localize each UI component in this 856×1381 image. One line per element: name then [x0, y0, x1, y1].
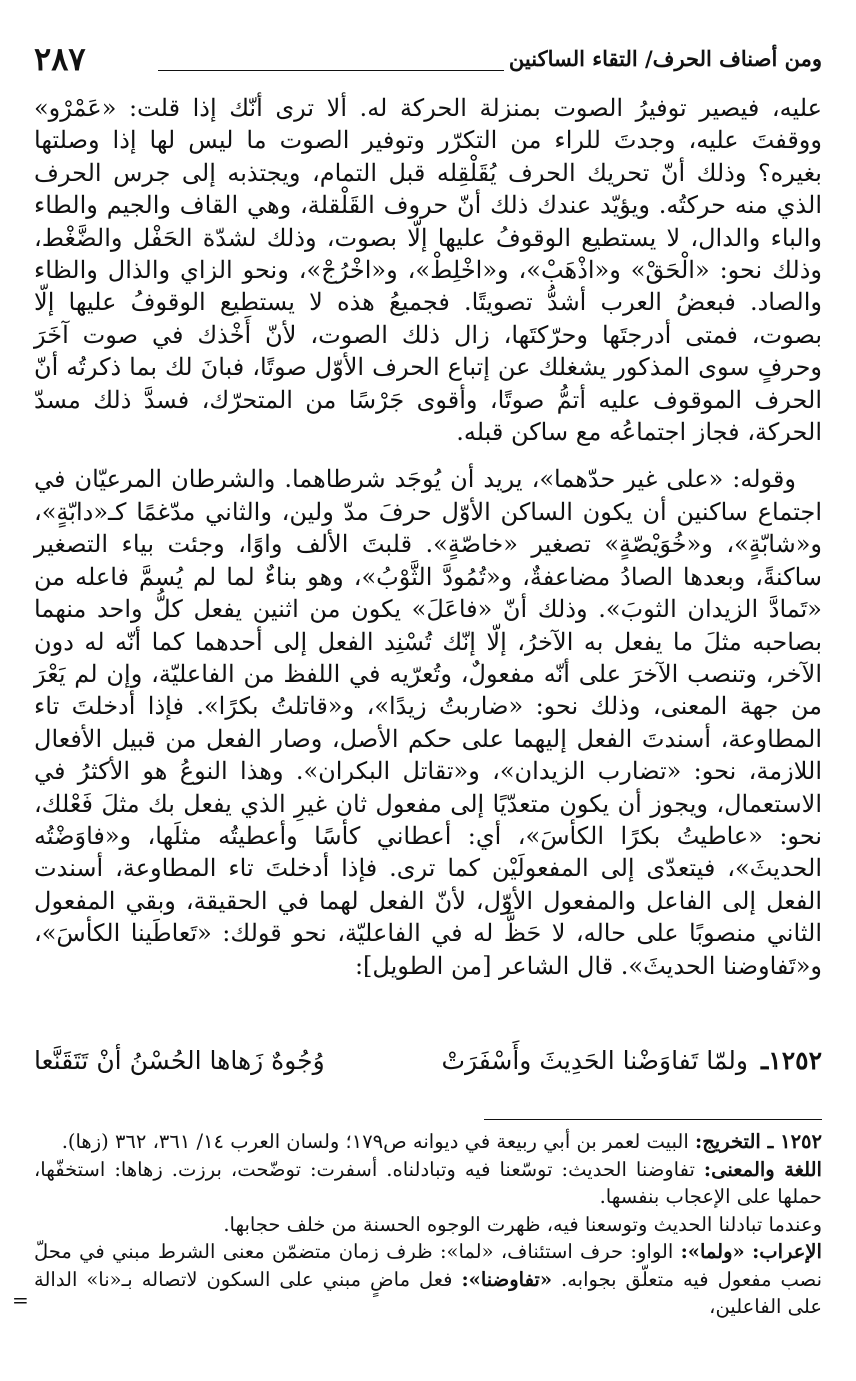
verse-number: ١٢٥٢ـ — [760, 1046, 822, 1075]
irab-lead-2: «تفاوضنا»: — [461, 1267, 553, 1291]
verse-second-hemistich: وُجُوهٌ زَهاها الحُسْنُ أنْ تَتَقَنَّعا — [34, 1046, 325, 1075]
irab-lead-1: «ولما»: — [680, 1240, 745, 1263]
footnotes — [12, 1128, 822, 1321]
lugha-label: اللغة والمعنى: — [703, 1157, 822, 1181]
header-rule — [158, 70, 504, 71]
footnote-meaning: وعندما تبادلنا الحديث وتوسعنا فيه، ظهرت الوجوه الحسنة من خلف حجابها. — [223, 1212, 822, 1236]
poetry-verse — [34, 1046, 822, 1086]
paragraph-2: وقوله: «على غير حدّهما»، يريد أن يُوجَد شرطاهما. والشرطان المرعيّان في اجتماع ساكنين أن يكون الساكن الأوّل حرفَ مدّ ولين، والثاني مدّغمًا كـ«دابّةٍ»، و«شابّةٍ»، و«خُوَيْصّةٍ» تصغير «خاصّةٍ». قلبتَ الألف واوًا، وجئت بياء التصغير ساكنةً، وبعدها الصادُ مضاعفةٌ، و«تُمُودَّ الثَّوْبُ»، وهو بناءٌ لما لم يُسمَّ فاعله من «تَمادَّ الزيدان الثوبَ». وذلك أنّ «فاعَلَ» يكون من اثنين يفعل كلُّ واحد منهما بصاحبه مثلَ ما يفعل به الآخرُ، إلّا إنّك تُسْنِد الفعل إلى أحدهما كما أنّه له دون الآخر، وتنصب الآخرَ على أنّه مفعولٌ، وتُعرّيه في اللفظ من الفاعليّة، وإن لم يَعْرَ من جهة المعنى، وذلك نحو: «ضاربتُ زيدًا»، و«قاتلتُ بكرًا». فإذا أدخلتَ تاء المطاوعة، أسندتَ الفعل إليهما على حكم الأصل، وصار الفعل من قبيل الأفعال اللازمة، نحو: «تضارب الزيدان»، و«تقاتل البكران». وهذا النوعُ هو الأكثرُ في الاستعمال، ويجوز أن يكون متعدّيًا إلى مفعول ثان غيرِ الذي يفعل بك مثلَ فَعْلك، نحو: «عاطيتُ بكرًا الكأسَ»، أي: أعطاني كأسًا وأعطيتُه مثلَها، و«فاوَضْتُه الحديثَ»، فيتعدّى إلى المفعولَيْن كما ترى. فإذا أدخلتَ تاء المطاوعة، أسندت الفعل إلى الفاعل والمفعول الأوّل، لأنّ الفعل لهما في الحقيقة، وبقي المفعول الثاني منصوبًا على حاله، لا حَظَّ له في الفاعليّة، نحو قولك: «تَعاطَينا الكأسَ»، و«تَفاوضنا الحديثَ». قال الشاعر [من الطويل]: — [34, 465, 822, 980]
paragraph-1: عليه، فيصير توفيرُ الصوت بمنزلة الحركة له. ألا ترى أنّك إذا قلت: «عَمْرْو» ووقفتَ عليه، وجدتَ للراء من التكرّر وتوفير الصوت ما ليس لها إذا وصلتها بغيره؟ وذلك أنّ تحريك الحرف يُقَلْقِله قبل التمام، ويجتذبه إلى جرس الحرف الذي منه حركتُه. ويؤيّد عندك ذلك أنّ حروف القَلْقلة، وهي القاف والجيم والطاء والباء والدال، لا يستطيع الوقوفُ عليها إلّا بصوت، وذلك لشدّة الحَفْل والضَّغْط، وذلك نحو: «الْحَقْ» و«اذْهَبْ»، و«اخْلِطْ»، و«اخْرُجْ»، ونحو الزاي والذال والظاء والصاد. فبعضُ العرب أشدُّ تصويتًا. فجميعُ هذه لا يستطيع الوقوفُ عليها إلّا بصوت، فمتى أدرجتَها وحرّكتَها، زال ذلك الصوت، لأنّ أَخْذك في صوت آخَرَ وحرفٍ سوى المذكور يشغلك عن إتباع الحرف الأوّل صوتًا، فبانَ لك بما ذكرتُه أنّ الحرف الموقوف عليه أتمُّ صوتًا، وأقوى جَرْسًا من المتحرّك، فسدَّ ذلك مسدّ الحركة، فجاز اجتماعُه مع ساكن قبله. — [34, 94, 822, 447]
main-text — [34, 92, 822, 982]
verse-first-hemistich: ولمّا تَفاوَضْنا الحَدِيثَ وأَسْفَرَتْ — [441, 1046, 748, 1075]
irab-text-1: الواو: حرف استئناف، «لما»: ظرف زمان متضمّن معنى الشرط مبني في محلّ نصب مفعول فيه متعلّق بجوابه. — [34, 1240, 822, 1291]
running-title: ومن أصناف الحرف/ التقاء الساكنين — [508, 46, 822, 71]
takhrij-text: البيت لعمر بن أبي ربيعة في ديوانه ص١٧٩؛ ولسان العرب ١٤/ ٣٦١، ٣٦٢ (زها). — [61, 1130, 689, 1153]
irab-text-2: فعل ماضٍ مبني على السكون لاتصاله بـ«نا» الدالة على الفاعلين، — [34, 1267, 822, 1318]
paragraph-gap — [34, 448, 822, 463]
footnote-takhrij — [34, 1128, 822, 1156]
footnote-separator — [484, 1119, 822, 1120]
irab-label: الإعراب: — [752, 1240, 822, 1263]
takhrij-label: ١٢٥٢ ـ التخريج: — [695, 1130, 822, 1153]
footnote-lugha — [34, 1156, 822, 1211]
lugha-text: تفاوضنا الحديث: توسّعنا فيه وتبادلناه. أسفرت: توضّحت، برزت. زهاها: استخفّها، حملها على الإعجاب بنفسها. — [34, 1157, 822, 1208]
page-header — [34, 40, 822, 80]
footnote-irab — [12, 1238, 822, 1321]
continuation-mark: = — [12, 1288, 29, 1312]
page-number: ٢٨٧ — [34, 40, 86, 78]
